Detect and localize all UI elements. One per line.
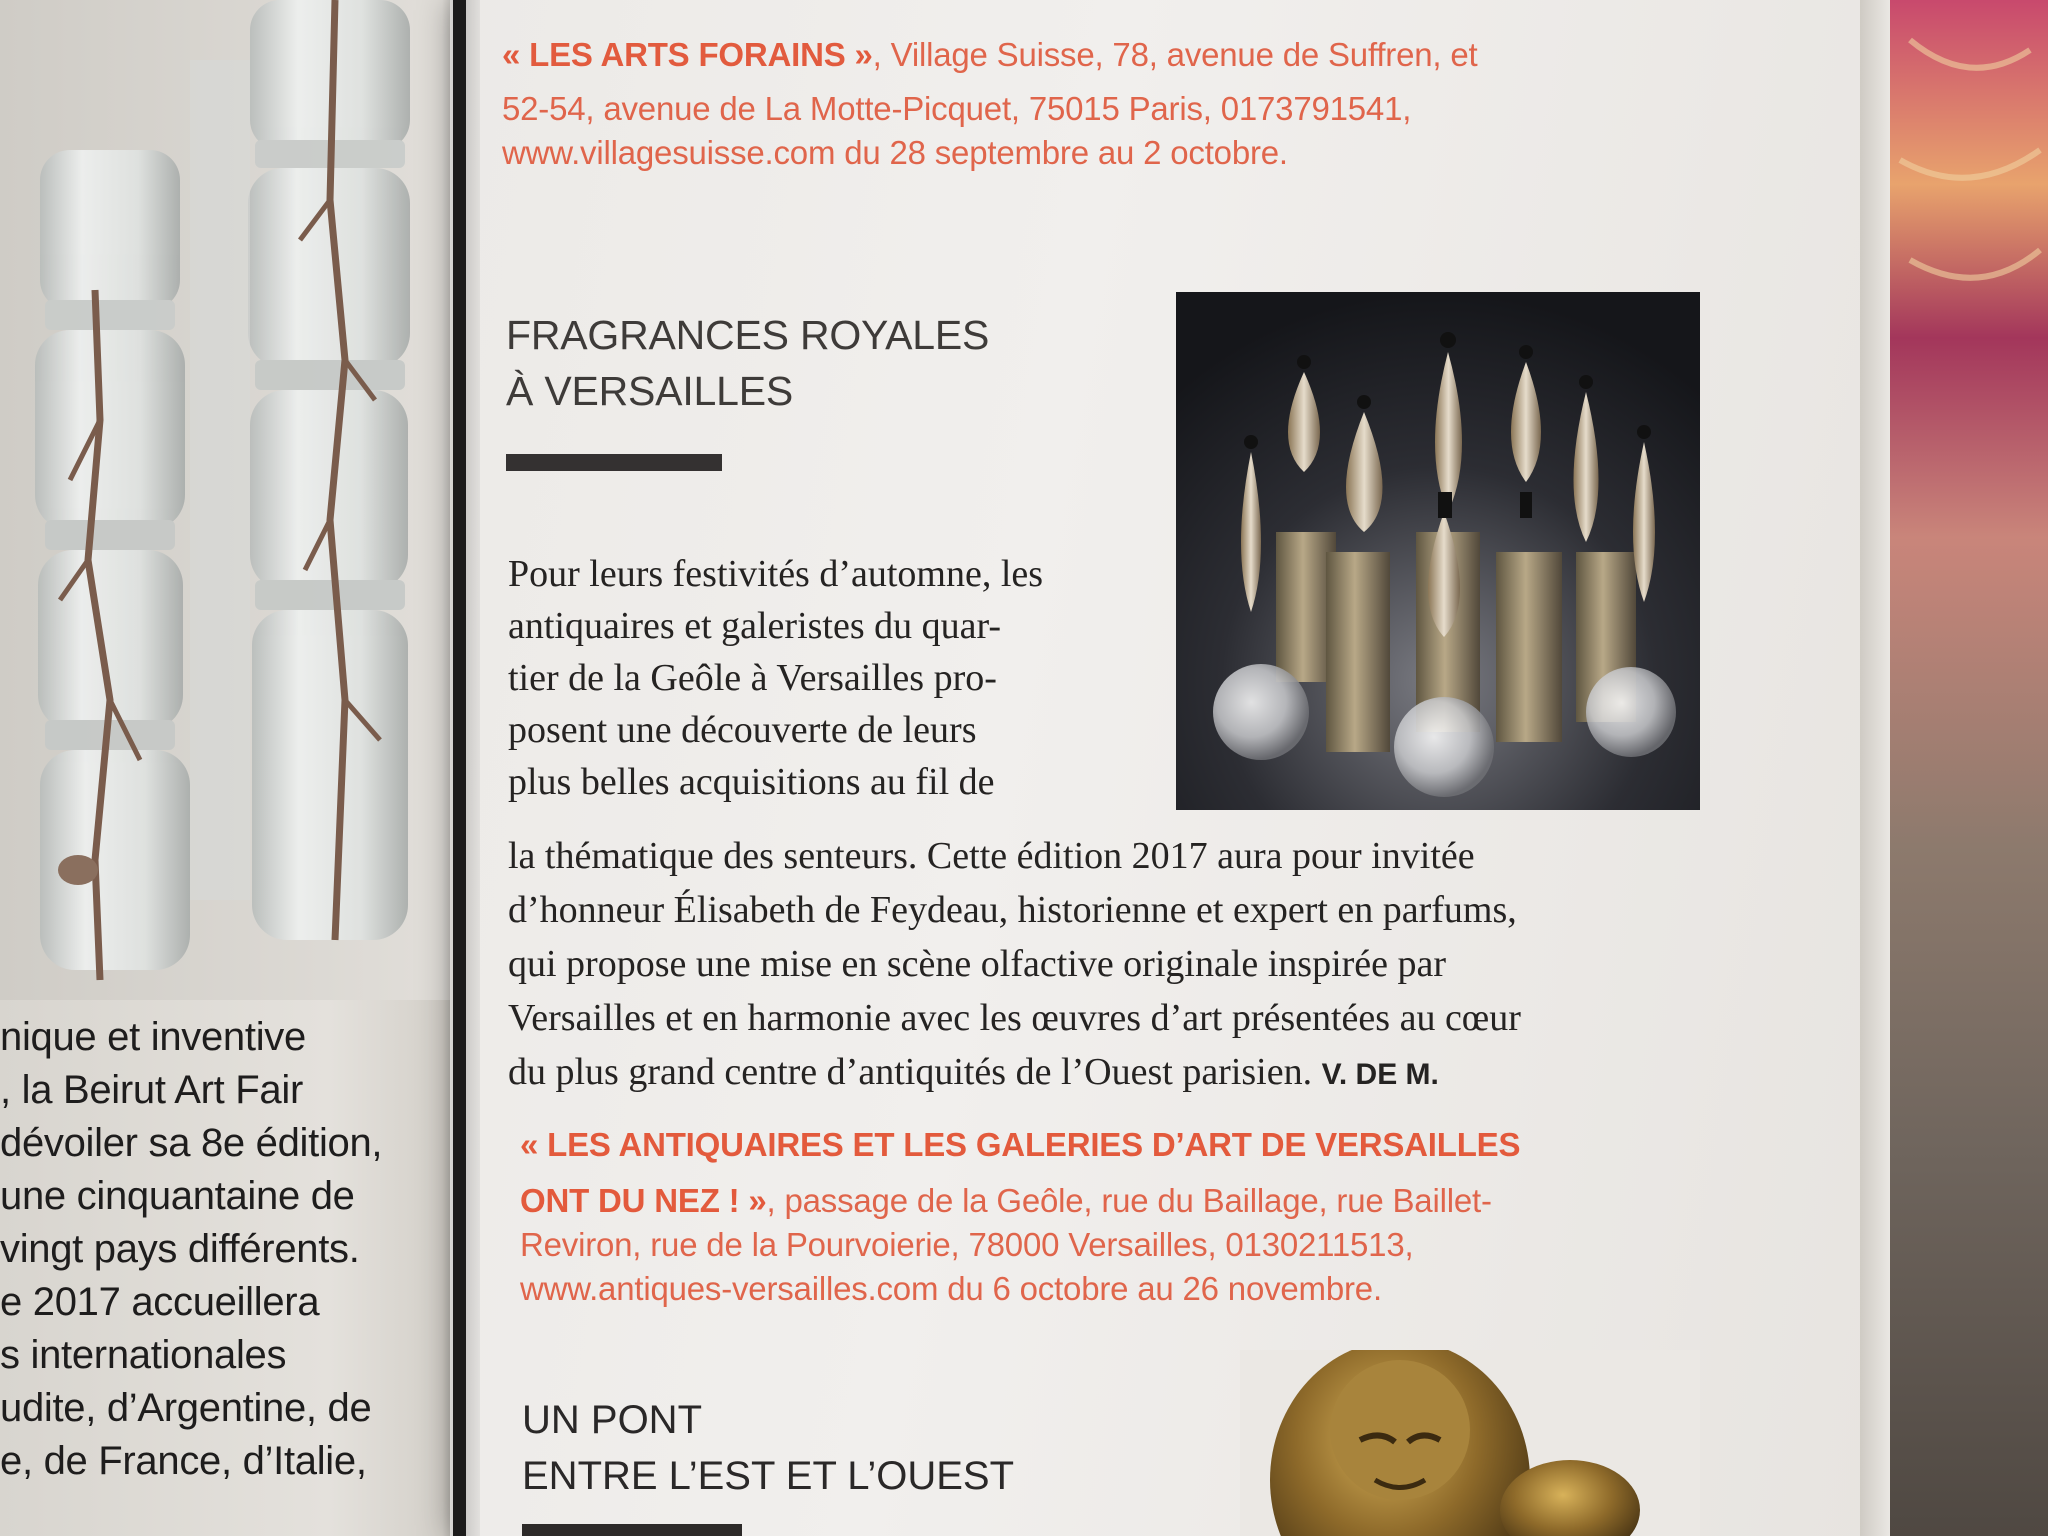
article-body-text: du plus grand centre d’antiquités de l’Ouest parisien.	[508, 1051, 1313, 1093]
left-column-line: une cinquantaine de	[0, 1174, 355, 1218]
left-column-line: e, de France, d’Italie,	[0, 1439, 367, 1483]
article-body-line: posent une découverte de leurs	[508, 709, 977, 751]
left-column-line: s internationales	[0, 1333, 287, 1377]
article-body-line: Pour leurs festivités d’automne, les	[508, 553, 1044, 595]
event-line: www.antiques-versailles.com du 6 octobre au 26 novembre.	[520, 1270, 1382, 1307]
info-line: www.villagesuisse.com du 28 septembre au 2 octobre.	[502, 134, 1288, 171]
left-column-line: e 2017 accueillera	[0, 1280, 320, 1324]
info-line	[502, 36, 1477, 74]
info-line: 52-54, avenue de La Motte-Picquet, 75015 Paris, 0173791541,	[502, 90, 1412, 127]
article-title: À VERSAILLES	[506, 368, 794, 414]
article-body-line: plus belles acquisitions au fil de	[508, 761, 995, 803]
article-body-line: antiquaires et galeristes du quar-	[508, 605, 1002, 647]
title-underline-bar	[522, 1524, 742, 1536]
event-text: , passage de la Geôle, rue du Baillage, rue Baillet-	[766, 1182, 1492, 1219]
article-body-line: tier de la Geôle à Versailles pro-	[508, 657, 997, 699]
perfume-bottles-photo	[1176, 292, 1700, 810]
left-column-line: , la Beirut Art Fair	[0, 1068, 303, 1112]
title-underline-bar	[506, 454, 722, 471]
next-article-title: ENTRE L’EST ET L’OUEST	[522, 1454, 1015, 1498]
article-body-line: qui propose une mise en scène olfactive originale inspirée par	[508, 943, 1447, 985]
article-body-line: Versailles et en harmonie avec les œuvres d’art présentées au cœur	[508, 997, 1521, 1039]
left-column-line: dévoiler sa 8e édition,	[0, 1121, 383, 1165]
event-name: ONT DU NEZ ! »	[520, 1182, 767, 1219]
article-title: FRAGRANCES ROYALES	[506, 312, 990, 358]
event-line: Reviron, rue de la Pourvoierie, 78000 Versailles, 0130211513,	[520, 1226, 1414, 1263]
event-line	[520, 1126, 1520, 1164]
jar-sculpture-photo	[0, 0, 470, 1000]
left-page	[0, 0, 470, 1536]
left-column-line: udite, d’Argentine, de	[0, 1386, 372, 1430]
left-column-line: vingt pays différents.	[0, 1227, 360, 1271]
golden-statue-photo	[1240, 1350, 1700, 1536]
event-line	[520, 1182, 1492, 1220]
column-divider	[453, 0, 466, 1536]
article-body-line	[508, 1050, 1439, 1094]
author-byline: V. DE M.	[1321, 1058, 1439, 1091]
left-column-line: nique et inventive	[0, 1015, 306, 1059]
article-body-line: d’honneur Élisabeth de Feydeau, historienne et expert en parfums,	[508, 889, 1517, 931]
event-name: « LES ANTIQUAIRES ET LES GALERIES D’ART DE VERSAILLES	[520, 1126, 1521, 1163]
info-text: , Village Suisse, 78, avenue de Suffren, et	[872, 36, 1478, 73]
background-fabric	[1890, 0, 2048, 1536]
event-name: « LES ARTS FORAINS »	[502, 36, 873, 73]
article-body-line: la thématique des senteurs. Cette édition 2017 aura pour invitée	[508, 835, 1475, 877]
next-article-title: UN PONT	[522, 1398, 702, 1442]
